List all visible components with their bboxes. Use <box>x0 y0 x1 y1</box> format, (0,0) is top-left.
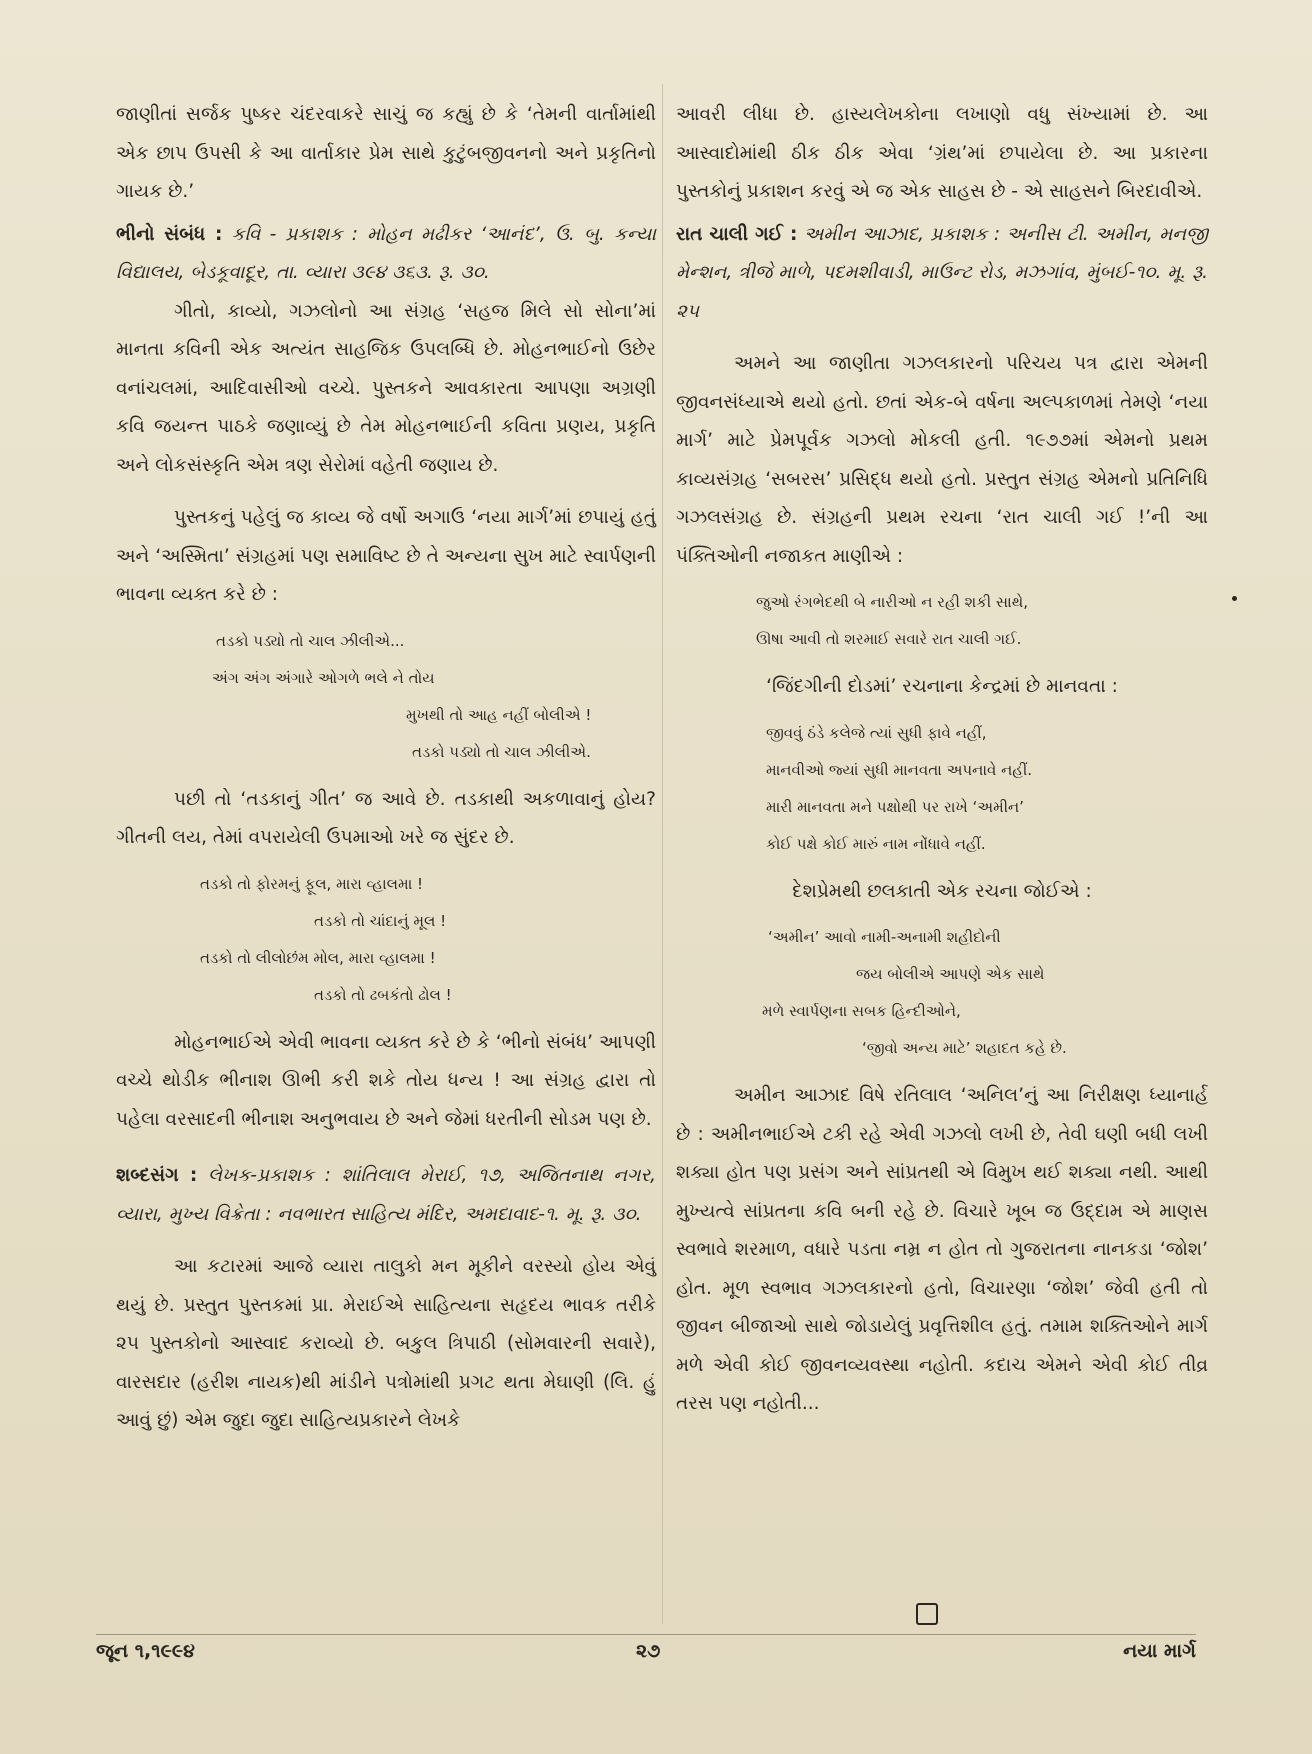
poem-line: તડકો પડ્યો તો ચાલ ઝીલીએ... <box>216 631 405 650</box>
poem-block <box>116 866 656 1014</box>
poem-line: તડકો પડ્યો તો ચાલ ઝીલીએ. <box>412 742 591 761</box>
paragraph: પુસ્તકનું પહેલું જ કાવ્ય જે વર્ષો અગાઉ ‘નયા માર્ગ’માં છપાયું હતું અને ‘અસ્મિતા’ સંગ્રહમાં પણ સમાવિષ્ટ છે તે અન્યના સુખ માટે સ્વાર્પણની ભાવના વ્યક્ત કરે છે : <box>116 507 656 605</box>
book-title: ભીનો સંબંધ : <box>116 223 223 245</box>
page-footer <box>96 1640 1196 1680</box>
footer-divider <box>96 1634 1196 1635</box>
poem-line: મુખથી તો આહ નહીં બોલીએ ! <box>406 705 592 724</box>
poem-line: અંગ અંગ અંગારે ઓગળે ભલે ને તોય <box>212 668 435 687</box>
poem-intro: દેશપ્રેમથી છલકાતી એક રચના જોઈએ : <box>792 880 1092 902</box>
paragraph: ગીતો, કાવ્યો, ગઝલોનો આ સંગ્રહ ‘સહજ મિલે સો સોના’માં માનતા કવિની એક અત્યંત સાહજિક ઉપલબ્ધિ છે. મોહનભાઈનો ઉછેર વનાંચલમાં, આદિવાસીઓ વચ્ચે. પુસ્તકને આવકારતા આપણા અગ્રણી કવિ જયન્ત પાઠકે જણાવ્યું છે તેમ મોહનભાઈની કવિતા પ્રણય, પ્રકૃતિ અને લોકસંસ્કૃતિ એમ ત્રણ સેરોમાં વહેતી જણાય છે. <box>116 300 656 476</box>
paragraph: અમીન આઝાદ વિષે રતિલાલ ‘અનિલ’નું આ નિરીક્ષણ ધ્યાનાર્હ છે : અમીનભાઈએ ટકી રહે એવી ગઝલો લખી છે, તેવી ઘણી બધી લખી શક્યા હોત પણ પ્રસંગ અને સાંપ્રતથી એ વિમુખ થઈ શક્યા નથી. આથી મુખ્યત્વે સાંપ્રતના કવિ બની રહે છે. વિચારે ખૂબ જ ઉદ્દામ એ માણસ સ્વભાવે શરમાળ, વધારે પડતા નમ્ર ન હોત તો ગુજરાતના નાનકડા ‘જોશ’ હોત. મૂળ સ્વભાવ ગઝલકારનો હતો, વિચારણા ‘જોશ’ જેવી હતી તો જીવન બીજાઓ સાથે જોડાયેલું પ્રવૃત્તિશીલ હતું. તમામ શક્તિઓને માર્ગ મળે એવી કોઈ જીવનવ્યવસ્થા નહોતી. કદાચ એમને એવી કોઈ તીવ્ર તરસ પણ નહોતી... <box>676 1085 1208 1414</box>
margin-dot <box>1232 596 1237 601</box>
poem-block <box>676 715 1208 863</box>
paragraph: જાણીતાં સર્જક પુષ્કર ચંદરવાકરે સાચું જ કહ્યું છે કે ‘તેમની વાર્તામાંથી એક છાપ ઉપસી કે આ વાર્તાકાર પ્રેમ સાથે કુટુંબજીવનનો અને પ્રકૃતિનો ગાયક છે.’ <box>116 104 656 202</box>
poem-block <box>676 584 1208 658</box>
poem-block <box>676 919 1208 1067</box>
paragraph: પછી તો ‘તડકાનું ગીત’ જ આવે છે. તડકાથી અકળાવાનું હોય? ગીતની લય, તેમાં વપરાયેલી ઉપમાઓ ખરે જ સુંદર છે. <box>116 788 656 848</box>
poem-line: જુઓ રંગભેદથી બે નારીઓ ન રહી શકી સાથે, <box>756 593 1028 611</box>
column-divider <box>662 84 663 1624</box>
book-entry-raat-chali-gai <box>676 216 1208 332</box>
poem-line: જય બોલીએ આપણે એક સાથે <box>856 965 1045 983</box>
book-details: કવિ - પ્રકાશક : મોહન મઢીકર ‘આનંદ’, ઉ. બુ. કન્યા વિદ્યાલય, બેડકૂવાદૂર, તા. વ્યારા ૩૯૪ ૩૬૩. રૂ. ૩૦. <box>116 223 656 283</box>
end-of-article-mark <box>916 1603 938 1625</box>
poem-line: જીવવું ઠંડે કલેજે ત્યાં સુધી ફાવે નહીં, <box>766 723 987 742</box>
poem-line: મારી માનવતા મને પક્ષોથી પર રાખે ‘અમીન’ <box>766 797 1024 816</box>
poem-line: મળે સ્વાર્પણના સબક હિન્દીઓને, <box>762 1002 961 1020</box>
paragraph: અમને આ જાણીતા ગઝલકારનો પરિચય પત્ર દ્વારા એમની જીવનસંધ્યાએ થયો હતો. છતાં એક-બે વર્ષના અલ્પકાળમાં તેમણે ‘નયા માર્ગ’ માટે પ્રેમપૂર્વક ગઝલો મોકલી હતી. ૧૯૭૭માં એમનો પ્રથમ કાવ્યસંગ્રહ ‘સબરસ’ પ્રસિદ્ધ થયો હતો. પ્રસ્તુત સંગ્રહ એમનો પ્રતિનિધિ ગઝલસંગ્રહ છે. સંગ્રહની પ્રથમ રચના ‘રાત ચાલી ગઈ !’ની આ પંક્તિઓની નજાકત માણીએ : <box>676 353 1208 567</box>
paragraph: મોહનભાઈએ એવી ભાવના વ્યક્ત કરે છે કે ‘ભીનો સંબંધ’ આપણી વચ્ચે થોડીક ભીનાશ ઊભી કરી શકે તોય ધન્ય ! આ સંગ્રહ દ્વારા તો પહેલા વરસાદની ભીનાશ અનુભવાય છે અને જેમાં ધરતીની સોડમ પણ છે. <box>116 1031 656 1130</box>
poem-block <box>116 623 656 771</box>
book-entry-bhino-sambandh <box>116 216 656 293</box>
poem-line: તડકો તો ચાંદાનું મૂલ ! <box>314 911 447 930</box>
book-title: શબ્દસંગ : <box>116 1165 198 1186</box>
book-entry-shabdsang <box>116 1157 656 1234</box>
paragraph: આ કટારમાં આજે વ્યારા તાલુકો મન મૂકીને વરસ્યો હોય એવું થયું છે. પ્રસ્તુત પુસ્તકમાં પ્રા. મેરાઈએ સાહિત્યના સહૃદય ભાવક તરીકે ૨૫ પુસ્તકોનો આસ્વાદ કરાવ્યો છે. બકુલ ત્રિપાઠી (સોમવારની સવારે), વારસદાર (હરીશ નાયક)થી માંડીને પત્રોમાંથી પ્રગટ થતા મેઘાણી (લિ. હું આવું છું) એમ જુદા જુદા સાહિત્યપ્રકારને લેખકે <box>116 1256 656 1431</box>
poem-line: માનવીઓ જ્યાં સુધી માનવતા અપનાવે નહીં. <box>766 760 1033 779</box>
book-title: રાત ચાલી ગઈ : <box>676 223 798 245</box>
poem-line: ‘અમીન’ આવો નામી-અનામી શહીદોની <box>768 928 1001 946</box>
book-details: લેખક-પ્રકાશક : શાંતિલાલ મેરાઈ, ૧૭, અજિતનાથ નગર, વ્યારા, મુખ્ય વિક્રેતા : નવભારત સાહિત્ય મંદિર, અમદાવાદ-૧. મૂ. રૂ. ૩૦. <box>116 1165 656 1225</box>
poem-line: ‘જીવો અન્ય માટે’ શહાદત કહે છે. <box>862 1039 1067 1057</box>
issue-date: જૂન ૧,૧૯૯૪ <box>96 1640 195 1662</box>
poem-line: તડકો તો લીલોછંમ મોલ, મારા વ્હાલમા ! <box>200 948 436 967</box>
right-column <box>676 96 1208 1424</box>
poem-intro: ‘જિંદગીની દોડમાં’ રચનાના કેન્દ્રમાં છે માનવતા : <box>766 676 1118 697</box>
left-column <box>116 96 656 1441</box>
poem-line: તડકો તો ફોરમનું ફૂલ, મારા વ્હાલમા ! <box>200 874 424 893</box>
poem-line: તડકો તો ઢબકંતો ઢોલ ! <box>314 985 452 1004</box>
paragraph: આવરી લીધા છે. હાસ્યલેખકોના લખાણો વધુ સંખ્યામાં છે. આ આસ્વાદોમાંથી ઠીક ઠીક એવા ‘ગ્રંથ’માં છપાયેલા છે. આ પ્રકારના પુસ્તકોનું પ્રકાશન કરવું એ જ એક સાહસ છે - એ સાહસને બિરદાવીએ. <box>676 104 1208 202</box>
page-number: ૨૭ <box>636 1640 661 1662</box>
book-details: અમીન આઝાદ, પ્રકાશક : અનીસ ટી. અમીન, મનજી મેન્શન, ત્રીજે માળે, પદમશીવાડી, માઉન્ટ રોડ, મઝગાંવ, મુંબઈ-૧૦. મૂ. રૂ. ૨૫ <box>676 223 1208 322</box>
magazine-name: નયા માર્ગ <box>1123 1640 1196 1662</box>
poem-line: કોઈ પક્ષે કોઈ મારું નામ નોંધાવે નહીં. <box>766 834 986 853</box>
poem-line: ઊષા આવી તો શરમાઈ સવારે રાત ચાલી ગઈ. <box>756 630 1022 648</box>
